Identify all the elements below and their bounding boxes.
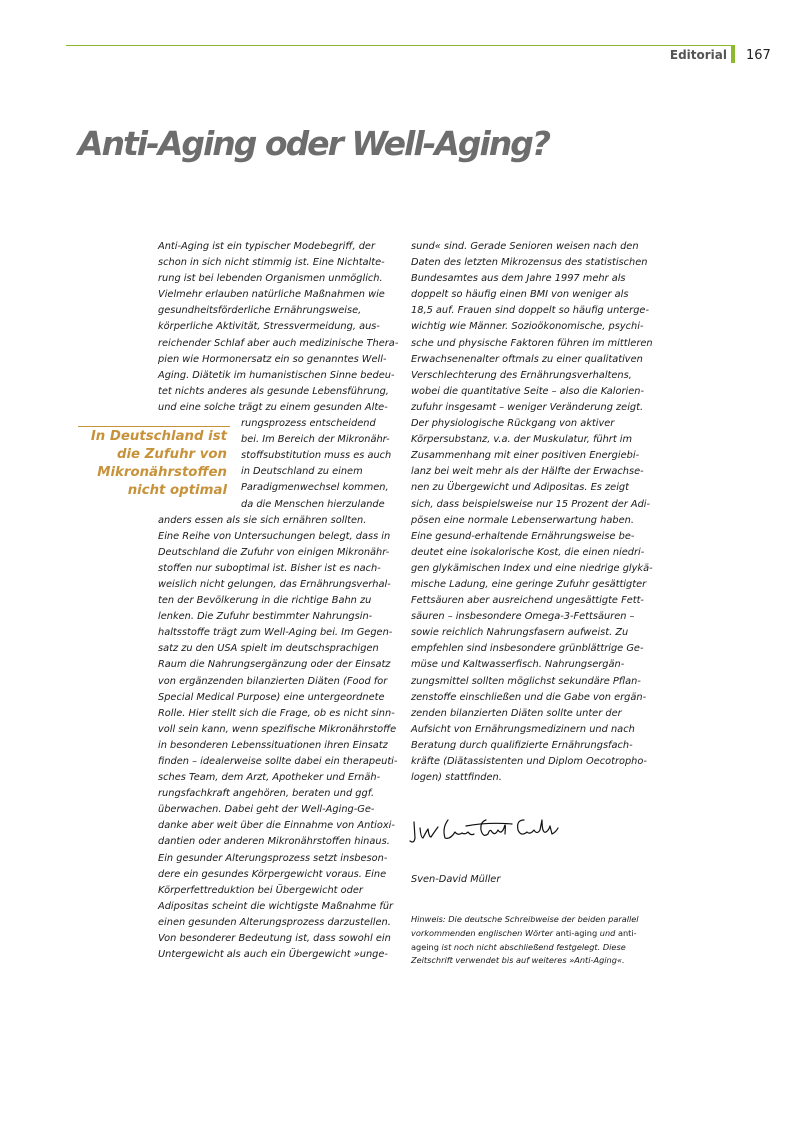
body-line: stoffsubstitution muss es auch [241, 450, 392, 462]
signature [408, 808, 583, 850]
note-term: ageing [411, 941, 439, 952]
body-line: satz zu den USA spielt im deutschsprachigen [158, 643, 379, 655]
body-line: Zusammenhang mit einer positiven Energiebi- [411, 450, 640, 462]
body-line: einen gesunden Alterungsprozess darzustellen. [158, 916, 391, 928]
body-line: körperliche Aktivität, Stressvermeidung, aus- [158, 321, 380, 333]
body-line: Vielmehr erlauben natürliche Maßnahmen wie [158, 289, 385, 301]
body-line: zufuhr insgesamt – weniger Veränderung zeigt. [411, 401, 644, 413]
body-line: deutet eine isokalorische Kost, die einen niedri- [411, 546, 645, 558]
note-term: anti-aging [555, 927, 598, 938]
body-line: wobei die quantitative Seite – also die Kalorien- [411, 385, 645, 397]
body-line: von ergänzenden bilanzierten Diäten (Food for [158, 675, 388, 687]
body-line: Körpersubstanz, v.a. der Muskulatur, führt im [411, 434, 633, 446]
body-line: Erwachsenenalter oftmals zu einer qualitativen [411, 353, 643, 365]
body-line: lanz bei weit mehr als der Hälfte der Erwachse- [411, 466, 644, 478]
body-line: müse und Kaltwasserfisch. Nahrungsergän- [411, 659, 625, 671]
body-line: rung ist bei lebenden Organismen unmöglich. [158, 273, 383, 285]
pull-quote-line: die Zufuhr von [116, 447, 227, 462]
body-line: voll sein kann, wenn spezifische Mikronährstoffe [158, 723, 397, 735]
article-title: Anti-Aging oder Well-Aging? [78, 124, 550, 163]
body-line: Ein gesunder Alterungsprozess setzt insbeson- [158, 852, 388, 864]
body-line: sund« sind. Gerade Senioren weisen nach den [411, 241, 639, 252]
body-line: doppelt so häufig einen BMI von weniger als [411, 289, 629, 301]
body-line: Anti-Aging ist ein typischer Modebegriff, der [158, 241, 375, 252]
body-line: Paradigmenwechsel kommen, [241, 482, 389, 494]
body-line: 18,5 auf. Frauen sind doppelt so häufig unterge- [411, 305, 649, 317]
body-line: gesundheitsförderliche Ernährungsweise, [158, 305, 362, 317]
body-line: pien wie Hormonersatz ein so genanntes Well- [158, 353, 387, 365]
body-line: rungsfachkraft angehören, beraten und ggf. [158, 788, 375, 800]
body-line: sche und physische Faktoren führen im mittleren [411, 337, 653, 349]
body-line: gen glykämischen Index und eine niedrige glykä- [411, 562, 653, 574]
header-rule [66, 45, 731, 46]
note-line [411, 941, 639, 955]
body-line: Rolle. Hier stellt sich die Frage, ob es nicht sinn- [158, 707, 395, 719]
body-line: Deutschland die Zufuhr von einigen Mikronähr- [158, 546, 390, 558]
body-line: Daten des letzten Mikrozensus des statistischen [411, 257, 648, 269]
article-column-left [158, 239, 398, 963]
body-line: nen zu Übergewicht und Adipositas. Es zeigt [411, 482, 629, 494]
spelling-note [411, 913, 639, 968]
note-text: und [597, 927, 618, 938]
body-line: rungsprozess entscheidend [241, 418, 376, 430]
body-line: kräfte (Diätassistenten und Diplom Oecotropho- [411, 756, 647, 767]
body-line: Verschlechterung des Ernährungsverhaltens, [411, 369, 632, 381]
body-line: zungsmittel sollten möglichst sekundäre Pflan- [411, 675, 641, 687]
body-line: Raum die Nahrungsergänzung oder der Einsatz [158, 659, 391, 671]
body-line: Der physiologische Rückgang von aktiver [411, 418, 615, 430]
body-line: sowie reichlich Nahrungsfasern aufweist. Zu [411, 627, 629, 639]
note-line: Zeitschrift verwendet bis auf weiteres »Anti-Aging«. [411, 955, 625, 966]
body-line: in besonderen Lebenssituationen ihren Einsatz [158, 739, 388, 751]
body-line: Bundesamtes aus dem Jahre 1997 mehr als [411, 273, 626, 285]
section-label: Editorial [669, 48, 727, 62]
body-line: schon in sich nicht stimmig ist. Eine Nichtalte- [158, 257, 385, 269]
body-line: danke aber weit über die Einnahme von Antioxi- [158, 820, 395, 832]
body-line: dantien oder anderen Mikronährstoffen hinaus. [158, 836, 390, 848]
body-line: Eine gesund-erhaltende Ernährungsweise be- [411, 530, 635, 542]
pull-quote-line: nicht optimal [127, 483, 227, 498]
body-line: Beratung durch qualifizierte Ernährungsfach- [411, 739, 633, 751]
body-line: pösen eine normale Lebenserwartung haben. [411, 514, 634, 526]
body-line: Fettsäuren aber ausreichend ungesättigte Fett- [411, 595, 644, 607]
author-name: Sven-David Müller [411, 874, 501, 885]
note-term: anti- [617, 927, 637, 938]
body-line: reichender Schlaf aber auch medizinische Thera- [158, 337, 399, 349]
note-line [411, 927, 639, 941]
body-line: ten der Bevölkerung in die richtige Bahn zu [158, 595, 372, 607]
article-column-right [411, 239, 653, 786]
body-line: zenstoffe einschließen und die Gabe von ergän- [411, 691, 647, 703]
body-line: säuren – insbesondere Omega-3-Fettsäuren – [411, 611, 635, 623]
body-line: sich, dass beispielsweise nur 15 Prozent der Adi- [411, 498, 651, 510]
body-line: finden – idealerweise sollte dabei ein therapeuti- [158, 756, 398, 767]
body-line: Eine Reihe von Untersuchungen belegt, dass in [158, 530, 391, 542]
body-line: Untergewicht als auch ein Übergewicht »unge- [158, 949, 388, 961]
body-line: überwachen. Dabei geht der Well-Aging-Ge- [158, 804, 375, 816]
note-text: ist noch nicht abschließend festgelegt. Diese [438, 941, 626, 952]
note-line: Hinweis: Die deutsche Schreibweise der beiden parallel [411, 914, 639, 924]
body-line: zenden bilanzierten Diäten sollte unter der [411, 707, 622, 719]
body-line: dere ein gesundes Körpergewicht voraus. Eine [158, 868, 387, 880]
body-line: Von besonderer Bedeutung ist, dass sowohl ein [158, 933, 391, 945]
body-line: da die Menschen hierzulande [241, 498, 385, 510]
pull-quote-line: Mikronährstoffen [97, 465, 227, 480]
body-line: Adipositas scheint die wichtigste Maßnahme für [158, 900, 394, 912]
body-line: in Deutschland zu einem [241, 466, 363, 478]
body-line: anders essen als sie sich ernähren sollten. [158, 514, 367, 526]
body-line: lenken. Die Zufuhr bestimmter Nahrungsin- [158, 611, 373, 623]
note-text: vorkommenden englischen Wörter [411, 927, 556, 938]
body-line: empfehlen sind insbesondere grünblättrige Ge- [411, 643, 644, 655]
body-line: Aging. Diätetik im humanistischen Sinne bedeu- [158, 369, 395, 381]
body-line: Aufsicht von Ernährungsmedizinern und nach [411, 723, 635, 735]
body-line: sches Team, dem Arzt, Apotheker und Ernäh- [158, 772, 381, 784]
body-line: weislich nicht gelungen, das Ernährungsverhal- [158, 578, 391, 590]
pull-quote-line: In Deutschland ist [90, 429, 227, 444]
body-line: haltsstoffe trägt zum Well-Aging bei. Im Gegen- [158, 627, 393, 639]
body-line: und eine solche trägt zu einem gesunden Alte- [158, 401, 388, 413]
section-marker [731, 45, 735, 63]
body-line: mische Ladung, eine geringe Zufuhr gesättigter [411, 578, 647, 590]
page-number: 167 [746, 48, 771, 63]
body-line: Körperfettreduktion bei Übergewicht oder [158, 884, 363, 896]
body-line: logen) stattfinden. [411, 772, 502, 784]
body-line: tet nichts anderes als gesunde Lebensführung, [158, 385, 389, 397]
body-line: bei. Im Bereich der Mikronähr- [241, 434, 390, 446]
body-line: Special Medical Purpose) eine untergeordnete [158, 691, 385, 703]
body-line: stoffen nur suboptimal ist. Bisher ist es nach- [158, 562, 381, 574]
body-line: wichtig wie Männer. Sozioökonomische, psychi- [411, 321, 644, 333]
